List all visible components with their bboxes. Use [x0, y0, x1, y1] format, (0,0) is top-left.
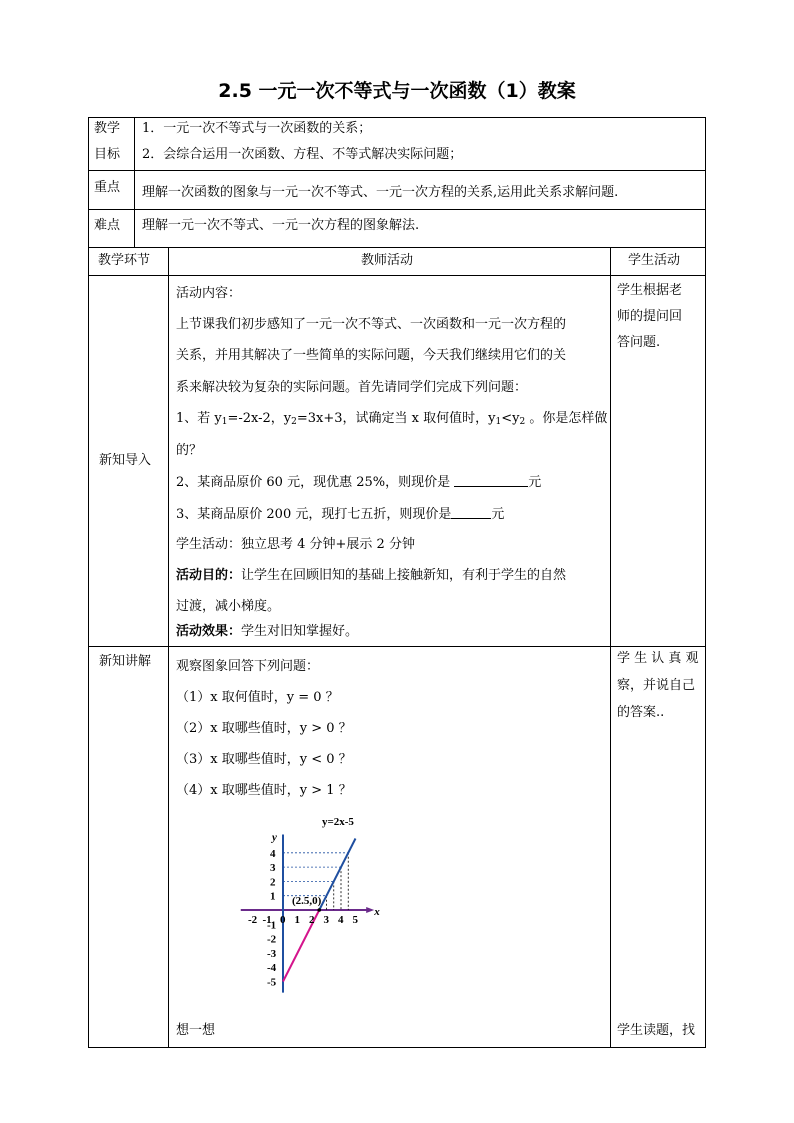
y-axis-label: y [272, 831, 277, 844]
intro-question-1-cont: 的？ [176, 443, 203, 458]
goal-item-2: 2．会综合运用一次函数、方程、不等式解决实际问题； [142, 147, 463, 162]
x-axis-arrow [366, 907, 374, 913]
header-stage: 教学环节 [98, 253, 151, 268]
difficulty-label: 难点 [94, 218, 121, 233]
header-teacher: 教师活动 [361, 253, 414, 268]
x-tick-label: 0 [280, 914, 286, 926]
intercept-label: (2.5,0) [292, 895, 322, 907]
page-title: 2.5 一元一次不等式与一次函数（1）教案 [218, 80, 576, 102]
y-tick-label: -4 [267, 962, 277, 975]
difficulty-text: 理解一元一次不等式、一元一次方程的图象解法. [142, 218, 420, 233]
x-tick-label: 2 [309, 914, 315, 926]
intro-stage-label: 新知导入 [99, 453, 152, 468]
x-axis-label: x [374, 906, 380, 918]
intro-student-line-1: 学生根据老 [617, 283, 683, 298]
function-graph [226, 812, 391, 1004]
intro-question-1: 1、若 $y_1=-2x-2$，$y_2=3x+3$，试确定当 x 取何值时，$y_1<y_2$ 。你是怎样做 [176, 411, 608, 427]
explain-student-line-1: 学 生 认 真 观 [617, 651, 699, 666]
intro-question-2: 2、某商品原价 60 元，现优惠 25%，则现价是 元 [176, 475, 542, 490]
answer-blank-3[interactable] [451, 506, 491, 519]
goal-item-1: 1．一元一次不等式与一次函数的关系； [142, 121, 372, 136]
explain-lead: 观察图象回答下列问题： [176, 659, 320, 674]
intro-student-line-2: 师的提问回 [617, 309, 683, 324]
intro-purpose: 活动目的：让学生在回顾旧知的基础上接触新知，有利于学生的自然 [176, 568, 567, 583]
y-tick-label: -1 [267, 919, 277, 932]
intro-student-activity: 学生活动：独立思考 4 分钟+展示 2 分钟 [176, 537, 415, 552]
goals-label-line1: 教学 [94, 121, 121, 136]
y-tick-label: -3 [267, 947, 277, 960]
intro-line-1: 活动内容： [176, 286, 242, 301]
x-tick-label: -1 [262, 914, 272, 926]
intro-line-4: 系来解决较为复杂的实际问题。首先请同学们完成下列问题： [176, 380, 528, 395]
explain-think: 想一想 [176, 1023, 216, 1038]
explain-question-3: （3）x 取哪些值时，y < 0 ？ [176, 752, 352, 767]
intro-line-3: 关系，并用其解决了一些简单的实际问题，今天我们继续用它们的关 [176, 348, 567, 363]
intro-question-3: 3、某商品原价 200 元，现打七五折，则现价是 元 [176, 507, 505, 522]
y-tick-label: 4 [270, 847, 276, 860]
header-student: 学生活动 [628, 253, 681, 268]
y-tick-label: 1 [270, 890, 276, 903]
intro-student-line-3: 答问题. [617, 335, 661, 350]
x-tick-label: 5 [352, 914, 358, 926]
x-tick-label: 1 [294, 914, 300, 926]
explain-student-line-3: 的答案.. [617, 705, 665, 720]
explain-question-4: （4）x 取哪些值时，y > 1 ？ [176, 783, 352, 798]
series-line-0 [319, 839, 355, 911]
y-tick-label: 2 [270, 876, 276, 889]
explain-student-bottom: 学生读题，找 [617, 1023, 696, 1038]
function-label: y=2x-5 [322, 816, 354, 828]
explain-question-2: （2）x 取哪些值时，y > 0 ？ [176, 721, 352, 736]
x-tick-label: 4 [338, 914, 344, 926]
intercept-point [317, 908, 321, 912]
intro-purpose-cont: 过渡，减小梯度。 [176, 599, 281, 614]
key-point-text: 理解一次函数的图象与一元一次不等式、一元一次方程的关系,运用此关系求解问题. [142, 185, 619, 200]
y-tick-label: 3 [270, 862, 276, 875]
answer-blank-2[interactable] [454, 474, 528, 487]
y-tick-label: -2 [267, 933, 277, 946]
intro-effect: 活动效果：学生对旧知掌握好。 [176, 624, 359, 639]
explain-stage-label: 新知讲解 [99, 654, 152, 669]
intro-line-2: 上节课我们初步感知了一元一次不等式、一次函数和一元一次方程的 [176, 317, 567, 332]
goals-label-line2: 目标 [94, 147, 121, 162]
y-tick-label: -5 [267, 976, 277, 989]
key-point-label: 重点 [94, 180, 121, 195]
x-tick-label: 3 [323, 914, 329, 926]
explain-question-1: （1）x 取何值时，y = 0 ？ [176, 690, 339, 705]
x-tick-label: -2 [248, 914, 258, 926]
explain-student-line-2: 察，并说自己 [617, 678, 696, 693]
